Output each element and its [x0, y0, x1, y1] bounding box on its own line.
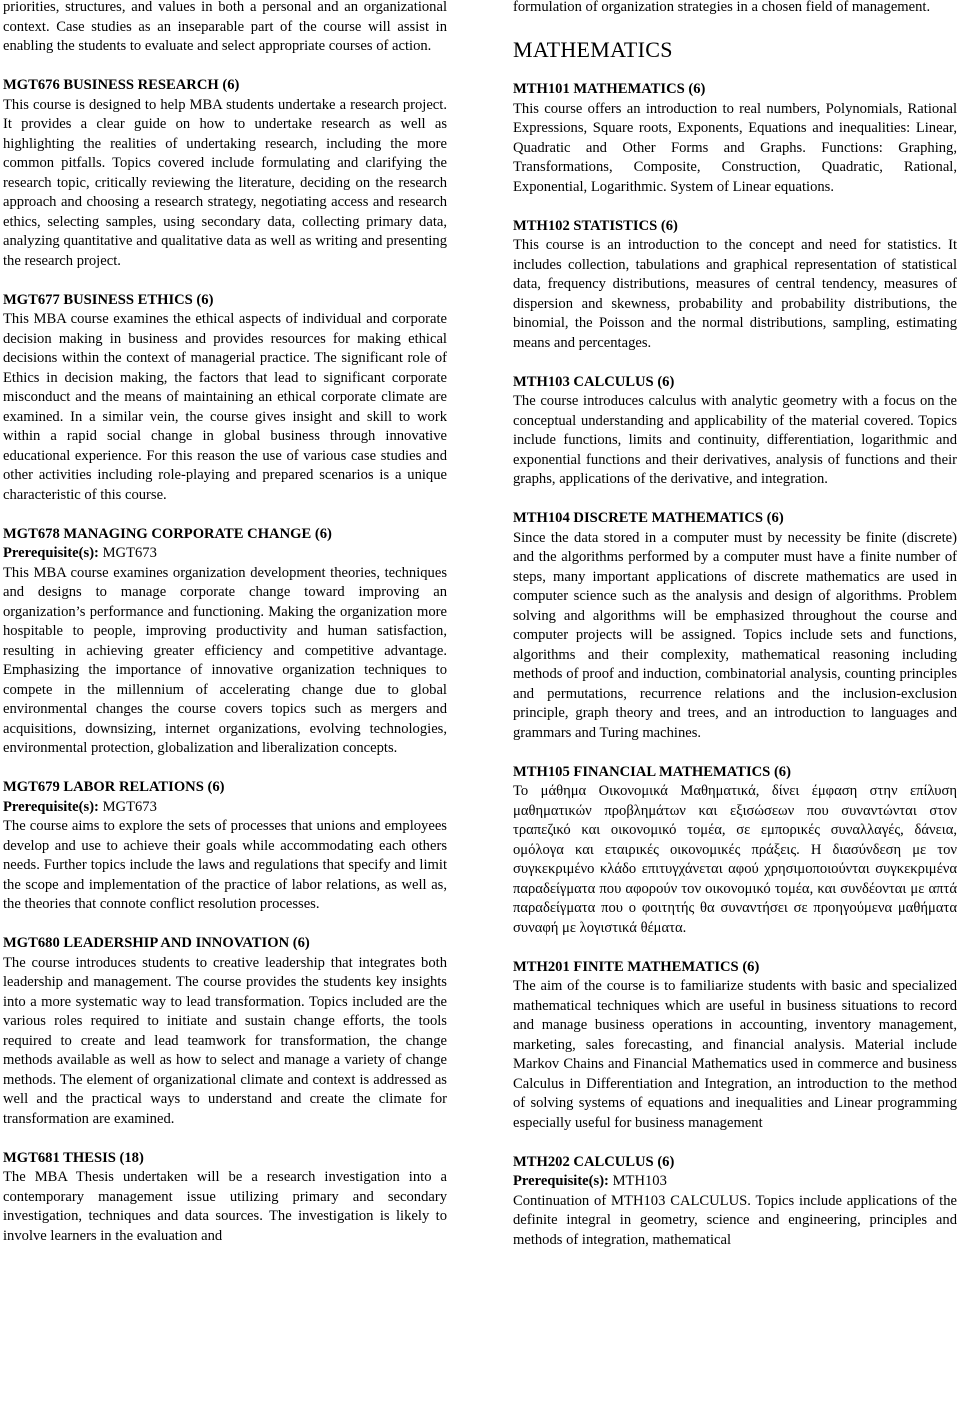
course-title: MTH201 FINITE MATHEMATICS (6) [513, 958, 760, 975]
course-description: The course aims to explore the sets of processes that unions and employees develop and use to achieve their goals while accommodating each others needs. Further topics include the laws and regulations that specify and limit the scope and implementation of the practice of labor relations, as well as, the theories that connote conflict resolution processes. [3, 818, 447, 912]
course-title: MTH104 DISCRETE MATHEMATICS (6) [513, 510, 784, 526]
course-prerequisite [513, 1172, 957, 1192]
course-title: MTH101 MATHEMATICS (6) [513, 81, 706, 97]
course-title: MTH202 CALCULUS (6) [513, 1153, 675, 1170]
continuation-paragraph: formulation of organization strategies in a chosen field of management. [513, 0, 931, 15]
course-description: The course introduces students to creative leadership that integrates both leadership and management. The course provides the students key insights into a more systematic way to lead transformation. Topics included are the various roles required to initiate and sustain change efforts, the tools required to create and lead teamwork for transformation, the change methods available as well as how to select and manage a variety of change methods. The element of organizational climate and context is addressed as well and the practical ways to understand and create the climate for transformation are examined. [3, 954, 447, 1127]
course-description: This course offers an introduction to real numbers, Polynomials, Rational Expressions, Square roots, Exponents, Equations and inequalities: Linear, Quadratic and Other Forms and Graphs. Functions: Graphing, Transformations, Composite, Construction, Quadratic, Rational, Exponential, Logarithmic. System of Linear equations. [513, 100, 957, 195]
course-title: MGT677 BUSINESS ETHICS (6) [3, 291, 214, 308]
course-title: MGT679 LABOR RELATIONS (6) [3, 779, 225, 795]
course-prerequisite [3, 544, 447, 564]
course-title: MGT680 LEADERSHIP AND INNOVATION (6) [3, 935, 310, 951]
course-entry-mgt680 [3, 934, 447, 1129]
course-description: This MBA course examines organization development theories, techniques and designs to manage corporate change toward improving an organization’s performance and functioning. Making the organization more hospitable to people, improving productivity and human satisfaction, resulting in achieving greater efficiency and competitive advantage. Emphasizing the importance of innovative organization techniques to compete in the millennium of accelerating change due to global environmental changes the course covers topics such as mergers and acquisitions, downsizing, internet organizations, evolving technologies, environmental protection, globalization and liberalization concepts. [3, 564, 447, 756]
prerequisite-value: MTH103 [608, 1173, 667, 1189]
course-entry-mth103 [513, 373, 957, 490]
course-entry-mth104 [513, 509, 957, 743]
course-description: This course is designed to help MBA students undertake a research project. It provides a clear guide on how to undertake research as well as highlighting the realities of undertaking research, including the more common pitfalls. Topics covered include formulating and clarifying the research topic, critically reviewing the literature, deciding on the research approach and choosing a research strategy, negotiating access and research ethics, selecting samples, using secondary data, collecting primary data, analyzing quantitative and qualitative data as well as writing and presenting the research project. [3, 96, 447, 269]
right-column [513, 0, 957, 1270]
course-entry-mth202 [513, 1153, 957, 1251]
course-description: This course is an introduction to the concept and need for statistics. It includes collection, tabulations and graphical representation of statistical data, frequency distributions, measures of central tendency, measures of dispersion and skewness, probability and probability distributions, the binomial, the Poisson and the normal distributions, sampling, estimating means and percentages. [513, 237, 957, 351]
course-entry-mgt681 [3, 1149, 447, 1247]
left-column [3, 0, 447, 1266]
prerequisite-value: MGT673 [98, 545, 157, 561]
continuation-paragraph: priorities, structures, and values in both a personal and an organizational context. Case studies as an inseparable part of the course will assist in enabling the students to evaluate and select appropriate courses of action. [3, 0, 447, 54]
course-description: The course introduces calculus with analytic geometry with a focus on the conceptual understanding and applicability of the material covered. Topics include functions, limits and continuity, differentiation, logarithmic and exponential functions and their derivatives, analysis of functions and their graphs, applications of the derivative, and integration. [513, 393, 957, 487]
course-entry-mgt678 [3, 525, 447, 759]
course-title: MGT678 MANAGING CORPORATE CHANGE (6) [3, 525, 332, 542]
course-entry-mgt679 [3, 778, 447, 915]
prerequisite-label: Prerequisite(s): [3, 798, 99, 815]
course-entry-mgt676 [3, 76, 447, 271]
course-entry-mth102 [513, 217, 957, 354]
course-entry-mgt677 [3, 291, 447, 506]
course-description: Το μάθημα Οικονομικά Μαθηματικά, δίνει έμφαση στην επίλυση μαθηματικών προβλημάτων και εξισώσεων που συναντώνται στον τραπεζικό και οικονομικό τομέα, σε εμπορικές συναλλαγές, δάνεια, ομόλογα και εταιρικές οικονομικές πράξεις. Η διασύνδεση με τον συγκεκριμένο κλάδο επιτυγχάνεται αφού χρησιμοποιούνται συγκεκριμένα παραδείγματα που αφορούν τον οικονομικό τομέα, και συνδέονται με απτά παραδείγματα που ο φοιτητής θα συναντήσει σε προηγούμενα μαθήματα συναφή με λογιστικά θέματα. [513, 783, 957, 936]
course-description: Since the data stored in a computer must by necessity be finite (discrete) and the algorithms performed by a computer must have a finite number of steps, many important applications of discrete mathematics are used in computer science such as the analysis and design of algorithms. Problem solving and algorithms will be emphasized throughout the course and computer projects will be assigned. Topics include sets and functions, algorithms and their complexity, mathematical reasoning including methods of proof and induction, combinatorial analysis, counting principles and permutations, recurrence relations and the inclusion-exclusion principle, graph theory and trees, and an introduction to languages and grammars and Turing machines. [513, 529, 957, 741]
prerequisite-value: MGT673 [98, 798, 157, 815]
course-title: MTH102 STATISTICS (6) [513, 217, 678, 234]
section-heading: MATHEMATICS [513, 37, 673, 62]
course-description: The MBA Thesis undertaken will be a research investigation into a contemporary management issue utilizing primary and secondary investigation, techniques and data sources. The investigation is likely to involve learners in the evaluation and [3, 1169, 447, 1244]
course-entry-mth201 [513, 958, 957, 1134]
course-description: The aim of the course is to familiarize students with basic and specialized mathematical techniques which are useful in business situations to record and manage business operations in accounting, inventory management, marketing, sales forecasting, and financial analysis. Material include Markov Chains and Financial Mathematics used in commerce and business Calculus in Differentiation and Integration, an introduction to the method of solving systems of equations and inequalities and Linear programming especially useful for business management [513, 978, 957, 1131]
course-entry-mth105 [513, 763, 957, 939]
course-prerequisite [3, 798, 447, 818]
course-title: MTH103 CALCULUS (6) [513, 373, 675, 390]
prerequisite-label: Prerequisite(s): [3, 545, 99, 561]
course-entry-mth101 [513, 80, 957, 197]
prerequisite-label: Prerequisite(s): [513, 1173, 609, 1189]
course-title: MTH105 FINANCIAL MATHEMATICS (6) [513, 763, 791, 780]
course-description: Continuation of MTH103 CALCULUS. Topics include applications of the definite integral in geometry, science and engineering, principles and methods of integration, mathematical [513, 1192, 957, 1248]
course-title: MGT681 THESIS (18) [3, 1149, 144, 1166]
course-title: MGT676 BUSINESS RESEARCH (6) [3, 77, 240, 93]
course-description: This MBA course examines the ethical aspects of individual and corporate decision making in business and provides resources for making ethical decisions within the context of managerial practice. The significant role of Ethics in decision making, the factors that lead to significant corporate misconduct and the means of maintaining an ethical corporate climate are examined. In a similar vein, the course gives insight and skill to work within a rapid social change in global business through innovative educational experience. For this reason the use of various case studies and other activities including role-playing and prepared scenarios is a unique characteristic of this course. [3, 311, 447, 503]
